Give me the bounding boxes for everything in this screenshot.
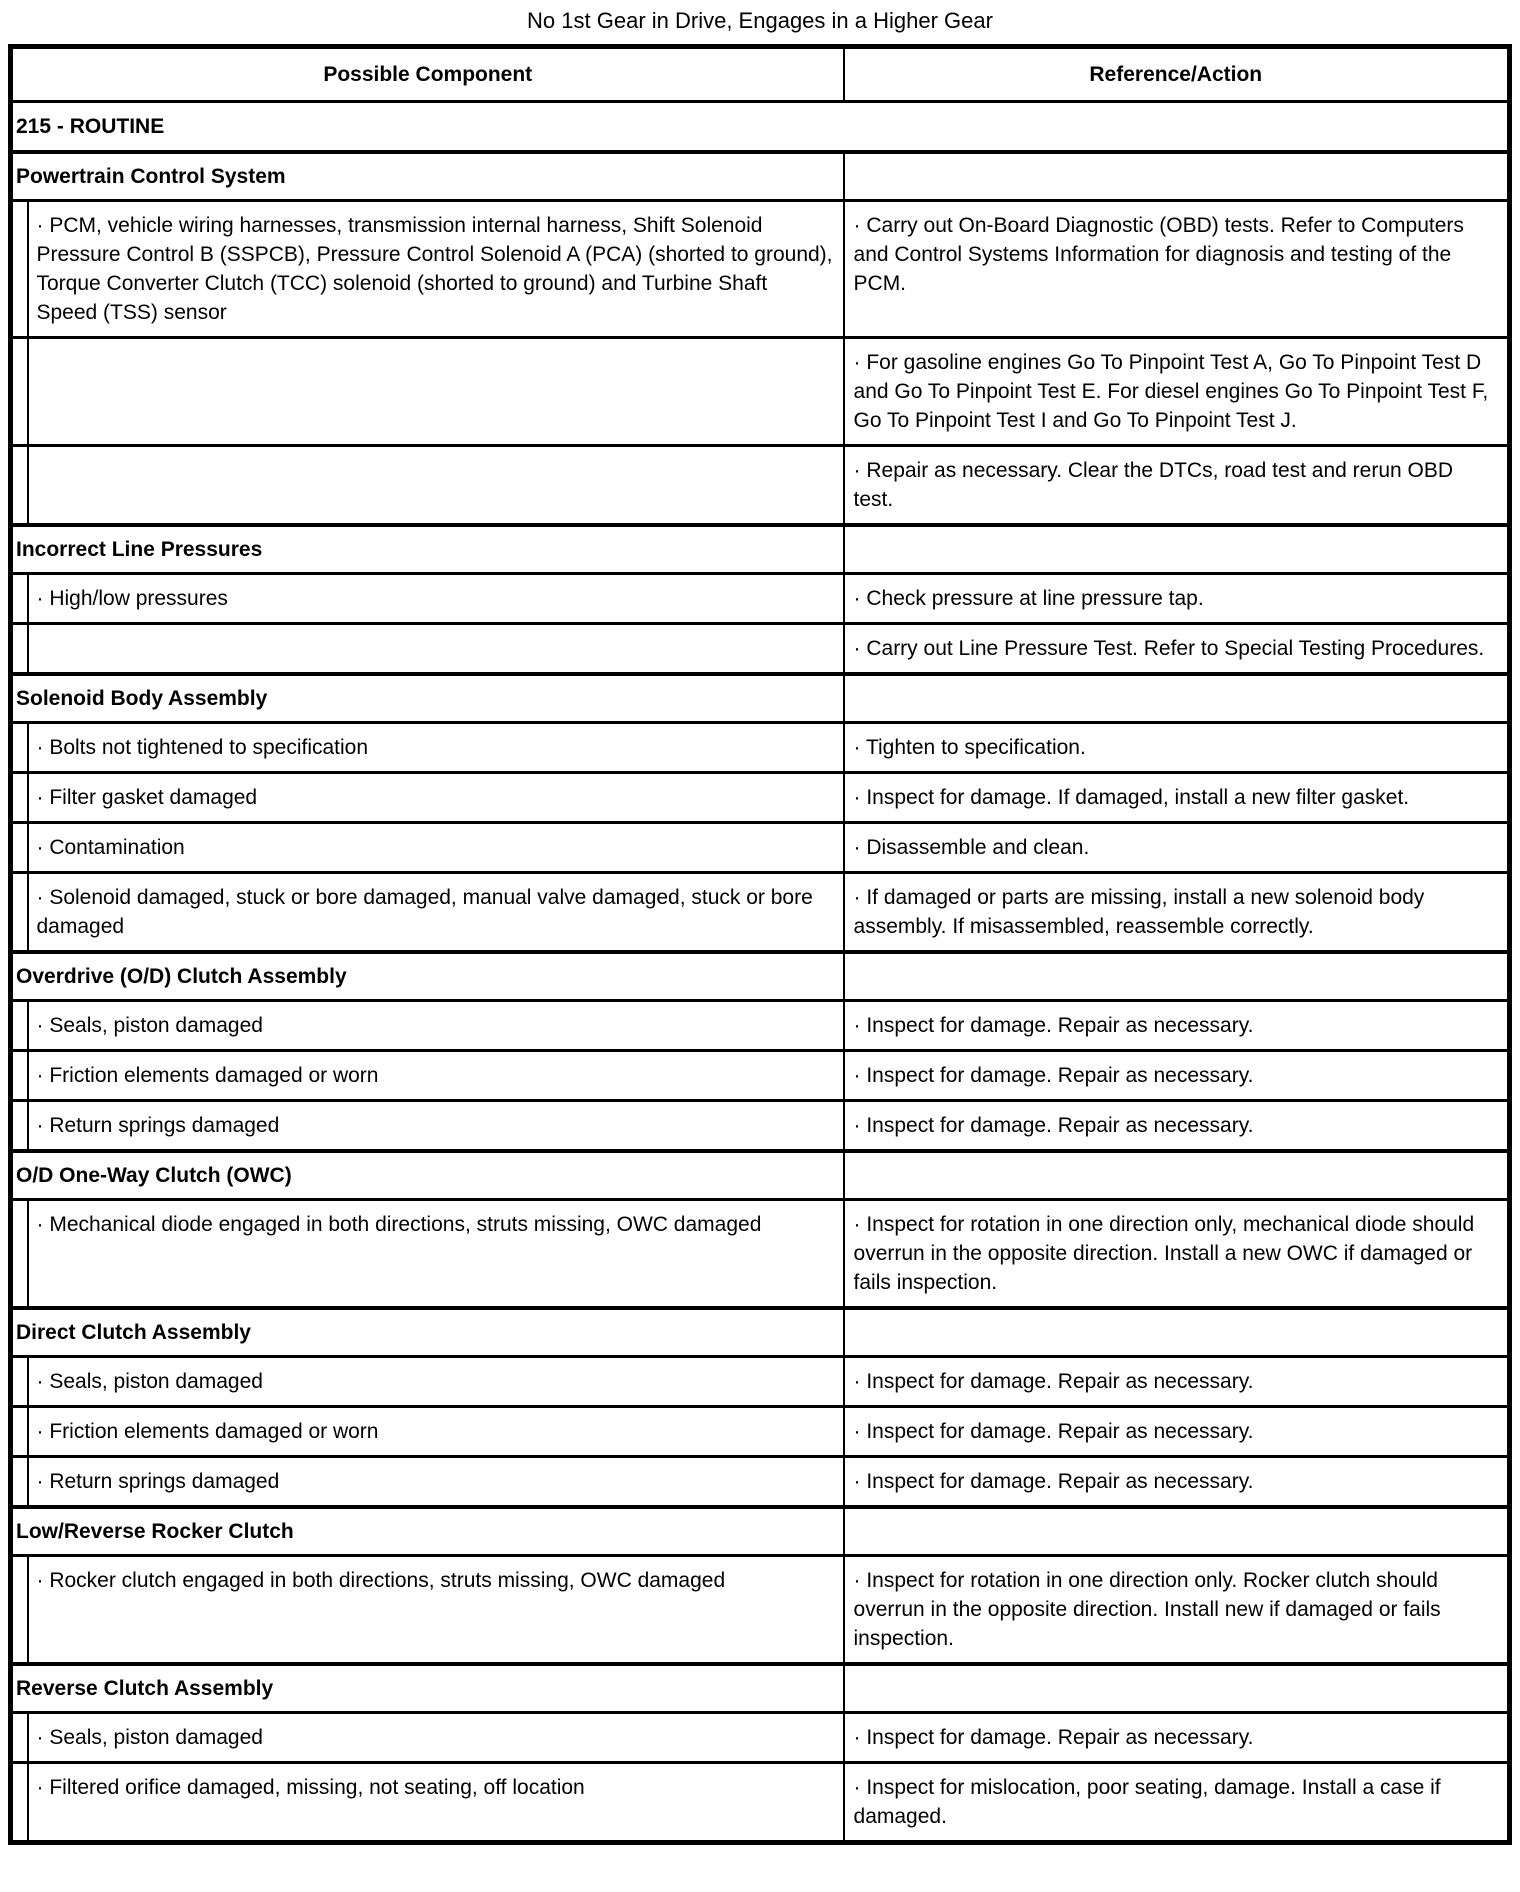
component-cell: · Filter gasket damaged — [28, 773, 844, 823]
indent-cell — [11, 1101, 28, 1152]
section-row — [11, 674, 1510, 723]
indent-cell — [11, 1357, 28, 1407]
action-cell: · Repair as necessary. Clear the DTCs, road test and rerun OBD test. — [844, 446, 1510, 526]
action-cell: · Inspect for damage. Repair as necessary. — [844, 1713, 1510, 1763]
indent-cell — [11, 446, 28, 526]
component-cell: · Solenoid damaged, stuck or bore damaged, manual valve damaged, stuck or bore damaged — [28, 873, 844, 953]
action-cell: · Inspect for rotation in one direction only, mechanical diode should overrun in the opposite direction. Install a new OWC if damaged or fails inspection. — [844, 1200, 1510, 1309]
action-cell: · Inspect for damage. If damaged, install a new filter gasket. — [844, 773, 1510, 823]
indent-cell — [11, 1713, 28, 1763]
table-row — [11, 1101, 1510, 1152]
component-cell — [28, 624, 844, 675]
table-row — [11, 1001, 1510, 1051]
action-cell: · Inspect for damage. Repair as necessary. — [844, 1051, 1510, 1101]
page-title: No 1st Gear in Drive, Engages in a Higher Gear — [527, 8, 993, 33]
component-cell: · Friction elements damaged or worn — [28, 1407, 844, 1457]
component-cell: · High/low pressures — [28, 574, 844, 624]
action-cell: · Check pressure at line pressure tap. — [844, 574, 1510, 624]
table-row — [11, 624, 1510, 675]
table-row — [11, 1556, 1510, 1665]
table-row — [11, 1051, 1510, 1101]
action-cell: · Inspect for rotation in one direction only. Rocker clutch should overrun in the opposite direction. Install new if damaged or fails inspection. — [844, 1556, 1510, 1665]
indent-cell — [11, 1556, 28, 1665]
section-row — [11, 952, 1510, 1001]
diagnostic-table — [8, 44, 1512, 1845]
section-title: Powertrain Control System — [11, 152, 844, 201]
section-action-empty — [844, 152, 1510, 201]
indent-cell — [11, 1457, 28, 1508]
section-title: Reverse Clutch Assembly — [11, 1664, 844, 1713]
component-cell: · Return springs damaged — [28, 1457, 844, 1508]
action-cell: · Inspect for damage. Repair as necessary. — [844, 1457, 1510, 1508]
table-row — [11, 338, 1510, 446]
action-cell: · Inspect for mislocation, poor seating, damage. Install a case if damaged. — [844, 1763, 1510, 1843]
section-row — [11, 1507, 1510, 1556]
table-header-row — [11, 47, 1510, 102]
table-row — [11, 446, 1510, 526]
indent-cell — [11, 201, 28, 338]
action-cell: · Inspect for damage. Repair as necessary. — [844, 1357, 1510, 1407]
action-cell: · Tighten to specification. — [844, 723, 1510, 773]
section-title: Incorrect Line Pressures — [11, 525, 844, 574]
component-cell: · Bolts not tightened to specification — [28, 723, 844, 773]
indent-cell — [11, 873, 28, 953]
section-row — [11, 525, 1510, 574]
action-cell: · Inspect for damage. Repair as necessary. — [844, 1001, 1510, 1051]
section-title: Overdrive (O/D) Clutch Assembly — [11, 952, 844, 1001]
component-cell — [28, 338, 844, 446]
component-cell: · Return springs damaged — [28, 1101, 844, 1152]
indent-cell — [11, 1763, 28, 1843]
routine-label: 215 - ROUTINE — [11, 102, 1510, 153]
indent-cell — [11, 1407, 28, 1457]
section-action-empty — [844, 1507, 1510, 1556]
component-cell: · Mechanical diode engaged in both directions, struts missing, OWC damaged — [28, 1200, 844, 1309]
table-row — [11, 201, 1510, 338]
component-cell: · Rocker clutch engaged in both directions, struts missing, OWC damaged — [28, 1556, 844, 1665]
section-action-empty — [844, 1151, 1510, 1200]
section-action-empty — [844, 674, 1510, 723]
section-action-empty — [844, 525, 1510, 574]
action-cell: · Disassemble and clean. — [844, 823, 1510, 873]
indent-cell — [11, 723, 28, 773]
indent-cell — [11, 1001, 28, 1051]
action-cell: · Inspect for damage. Repair as necessary. — [844, 1407, 1510, 1457]
section-action-empty — [844, 1664, 1510, 1713]
table-row — [11, 773, 1510, 823]
action-cell: · For gasoline engines Go To Pinpoint Test A, Go To Pinpoint Test D and Go To Pinpoint Test E. For diesel engines Go To Pinpoint Test F, Go To Pinpoint Test I and Go To Pinpoint Test J. — [844, 338, 1510, 446]
indent-cell — [11, 1200, 28, 1309]
action-cell: · If damaged or parts are missing, install a new solenoid body assembly. If misassembled, reassemble correctly. — [844, 873, 1510, 953]
indent-cell — [11, 773, 28, 823]
component-cell — [28, 446, 844, 526]
indent-cell — [11, 823, 28, 873]
indent-cell — [11, 624, 28, 675]
column-header-reference-action: Reference/Action — [844, 47, 1510, 102]
table-row — [11, 723, 1510, 773]
section-row — [11, 152, 1510, 201]
component-cell: · Friction elements damaged or worn — [28, 1051, 844, 1101]
table-row — [11, 1763, 1510, 1843]
section-action-empty — [844, 952, 1510, 1001]
table-row — [11, 1200, 1510, 1309]
section-title: O/D One-Way Clutch (OWC) — [11, 1151, 844, 1200]
component-cell: · Filtered orifice damaged, missing, not seating, off location — [28, 1763, 844, 1843]
section-title: Solenoid Body Assembly — [11, 674, 844, 723]
action-cell: · Inspect for damage. Repair as necessary. — [844, 1101, 1510, 1152]
component-cell: · PCM, vehicle wiring harnesses, transmission internal harness, Shift Solenoid Pressure Control B (SSPCB), Pressure Control Solenoid A (PCA) (shorted to ground), Torque Converter Clutch (TCC) solenoid (shorted to ground) and Turbine Shaft Speed (TSS) sensor — [28, 201, 844, 338]
component-cell: · Contamination — [28, 823, 844, 873]
indent-cell — [11, 574, 28, 624]
routine-row — [11, 102, 1510, 153]
table-row — [11, 873, 1510, 953]
section-title: Direct Clutch Assembly — [11, 1308, 844, 1357]
section-row — [11, 1151, 1510, 1200]
table-row — [11, 1407, 1510, 1457]
indent-cell — [11, 1051, 28, 1101]
action-cell: · Carry out On-Board Diagnostic (OBD) tests. Refer to Computers and Control Systems Information for diagnosis and testing of the PCM. — [844, 201, 1510, 338]
column-header-possible-component: Possible Component — [11, 47, 844, 102]
component-cell: · Seals, piston damaged — [28, 1713, 844, 1763]
section-row — [11, 1308, 1510, 1357]
table-row — [11, 1713, 1510, 1763]
indent-cell — [11, 338, 28, 446]
table-row — [11, 1457, 1510, 1508]
section-action-empty — [844, 1308, 1510, 1357]
action-cell: · Carry out Line Pressure Test. Refer to Special Testing Procedures. — [844, 624, 1510, 675]
table-row — [11, 574, 1510, 624]
table-row — [11, 1357, 1510, 1407]
component-cell: · Seals, piston damaged — [28, 1357, 844, 1407]
table-row — [11, 823, 1510, 873]
section-title: Low/Reverse Rocker Clutch — [11, 1507, 844, 1556]
section-row — [11, 1664, 1510, 1713]
component-cell: · Seals, piston damaged — [28, 1001, 844, 1051]
